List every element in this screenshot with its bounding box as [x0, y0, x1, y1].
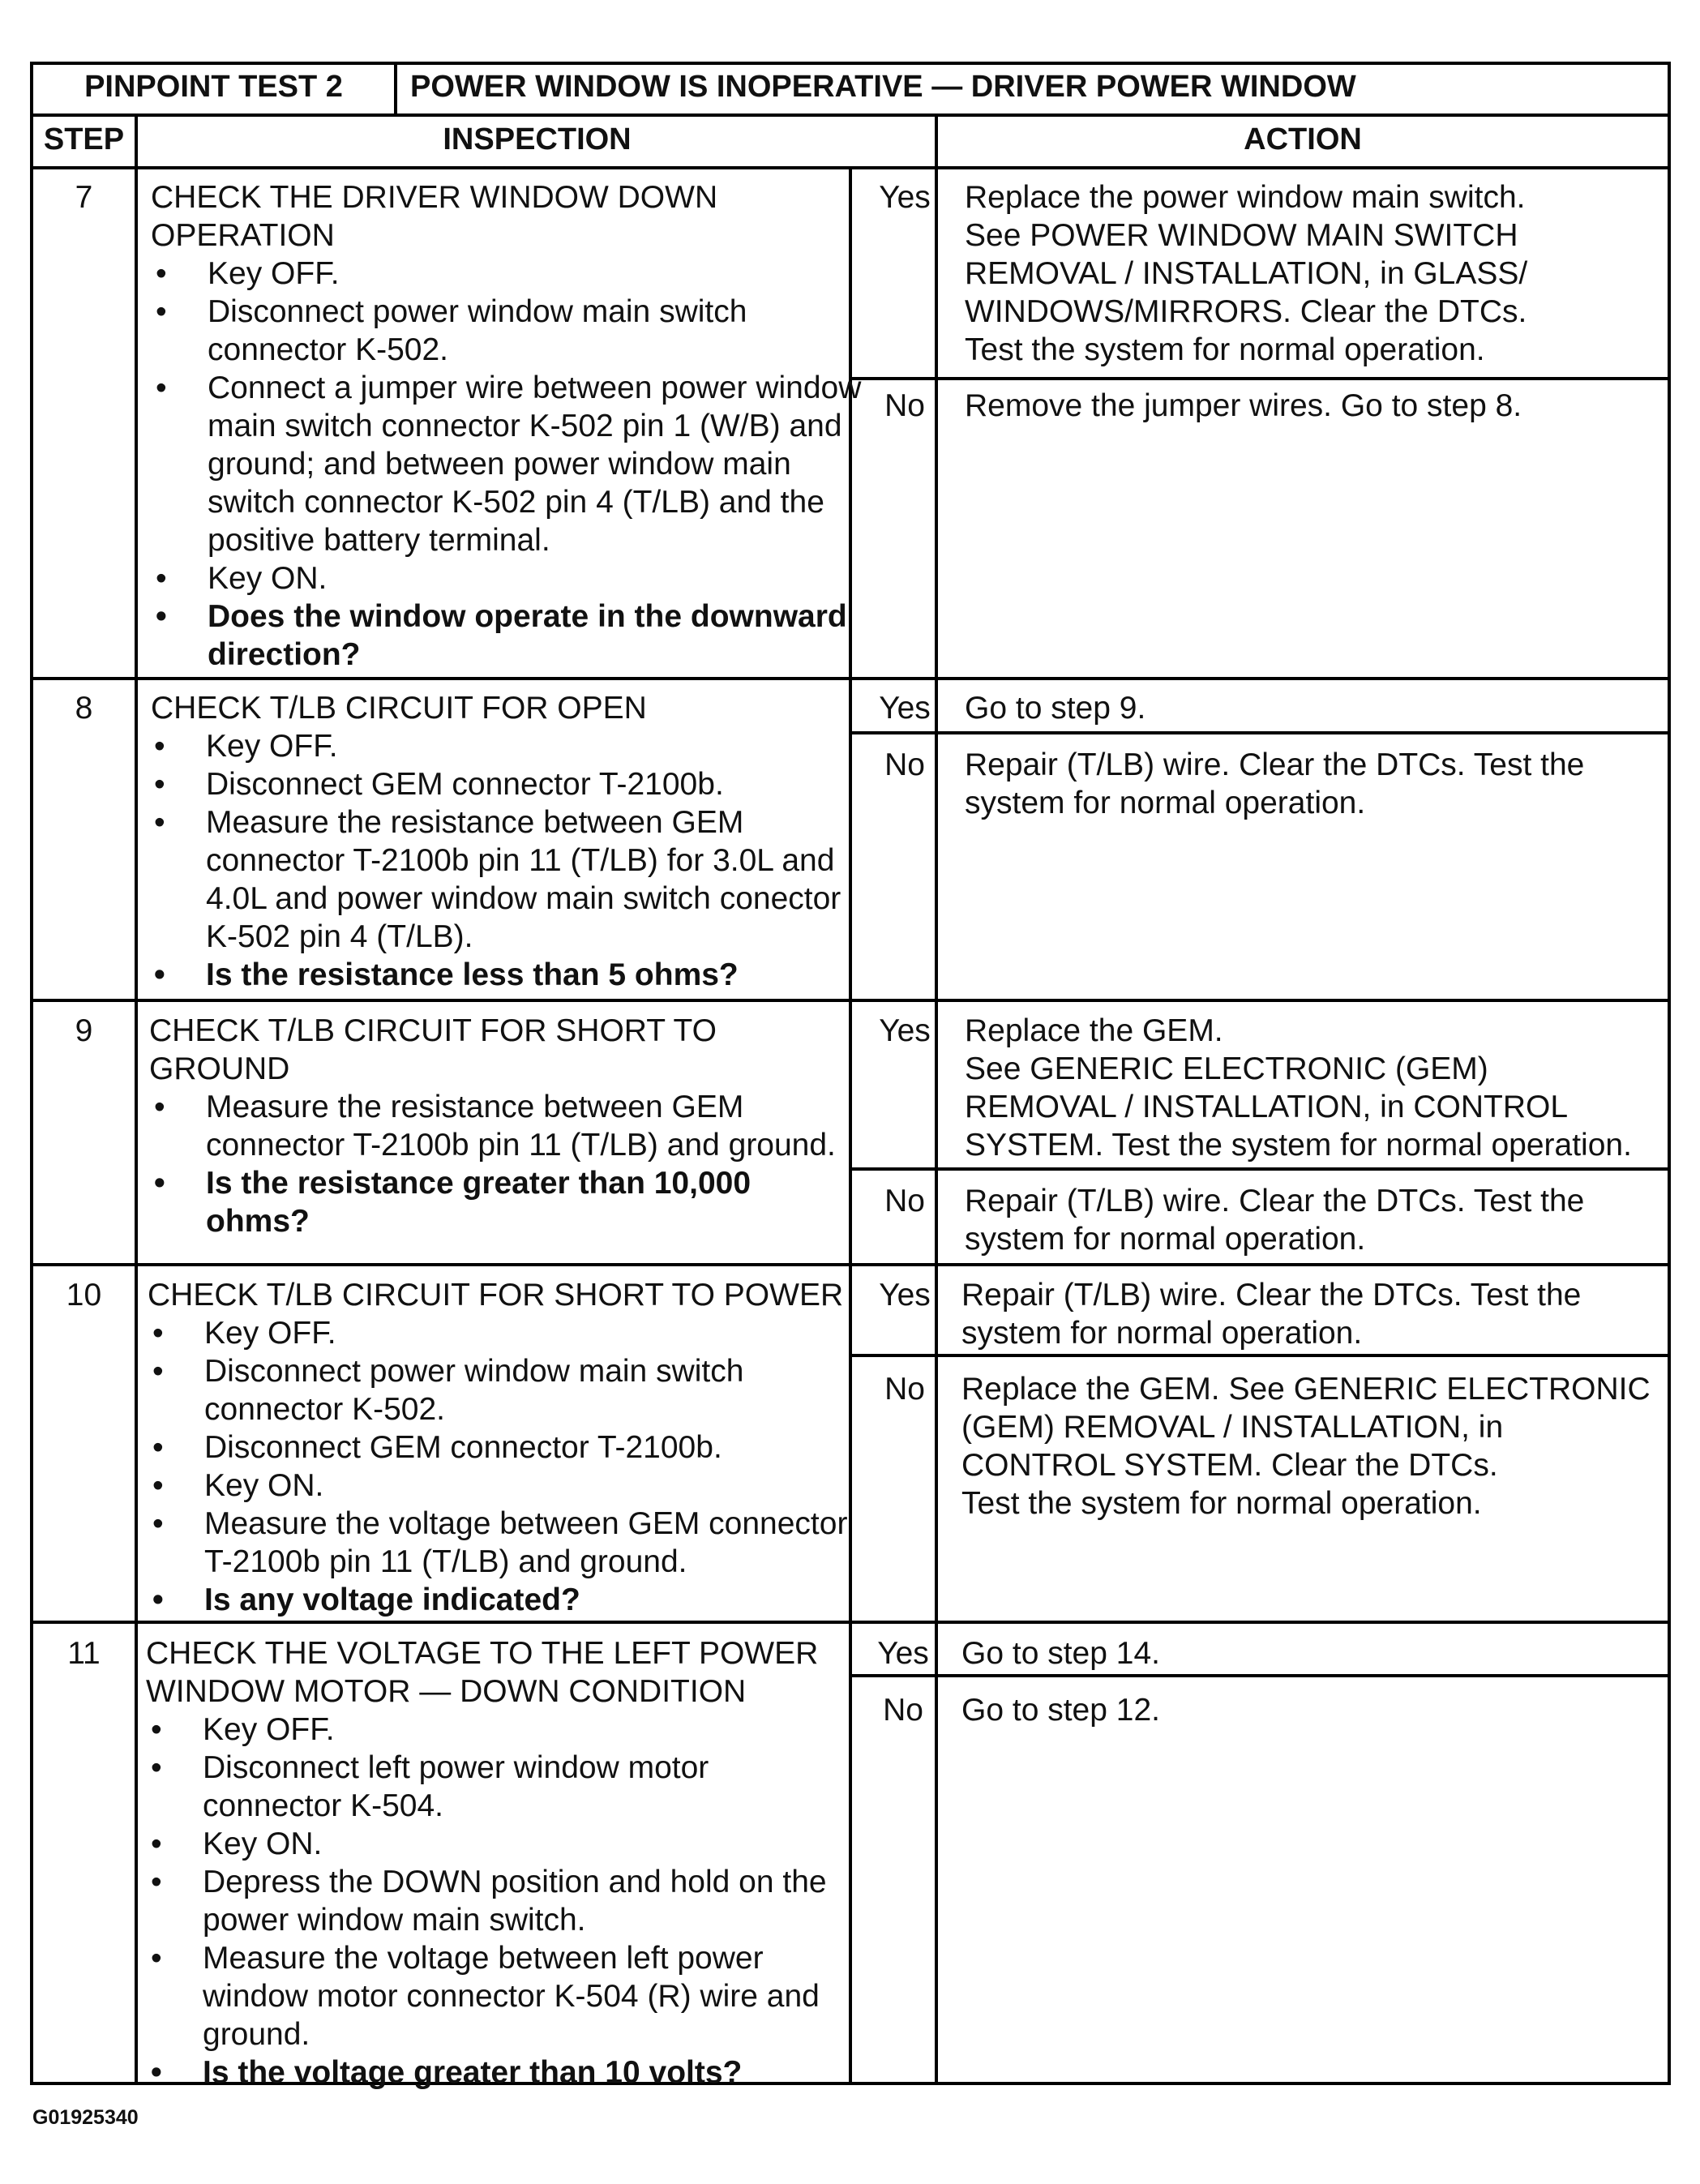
list-item: • Key ON.	[148, 1467, 861, 1505]
yes-label: Yes	[879, 691, 931, 726]
test-title: POWER WINDOW IS INOPERATIVE — DRIVER POWER WINDOW	[410, 70, 1356, 104]
list-item: • Key OFF.	[146, 1711, 859, 1749]
inspection-list	[148, 1314, 861, 1619]
figure-id: G01925340	[32, 2106, 139, 2129]
list-item: • Key OFF.	[148, 1314, 861, 1352]
list-item: • Key ON.	[146, 1825, 859, 1863]
yes-action: Replace the GEM. See GENERIC ELECTRONIC (GEM) REMOVAL / INSTALLATION, in CONTROL SYSTEM. Test the system for normal operation.	[965, 1013, 1632, 1163]
rule-step7-split	[852, 377, 1668, 380]
test-id: PINPOINT TEST 2	[84, 70, 343, 104]
inspection-question: • Is any voltage indicated?	[148, 1581, 861, 1619]
no-action: Repair (T/LB) wire. Clear the DTCs. Test the system for normal operation.	[965, 1184, 1585, 1257]
yes-label: Yes	[879, 180, 931, 215]
no-label: No	[884, 388, 925, 423]
yes-action: Go to step 14.	[961, 1636, 1160, 1671]
inspection-list	[151, 255, 864, 674]
rule-step8-split	[852, 731, 1668, 734]
yes-action: Replace the power window main switch. See POWER WINDOW MAIN SWITCH REMOVAL / INSTALLATION, in GLASS/ WINDOWS/MIRRORS. Clear the DTCs. Test the system for normal operation.	[965, 180, 1528, 367]
rule-header	[33, 113, 1668, 117]
list-item: • Key ON.	[151, 559, 864, 597]
rule-step11-split	[852, 1674, 1668, 1677]
step-title: CHECK T/LB CIRCUIT FOR OPEN	[151, 691, 647, 726]
inspection-question: • Is the voltage greater than 10 volts?	[146, 2053, 859, 2092]
list-item: • Disconnect power window main switch connector K-502.	[151, 293, 775, 369]
no-label: No	[884, 1372, 925, 1407]
col-header-step: STEP	[43, 122, 125, 156]
rule-step-col	[135, 113, 138, 2082]
list-item: • Measure the resistance between GEM connector T-2100b pin 11 (T/LB) for 3.0L and 4.0L and power window main switch conector K-502 pin 4 (T/LB).	[149, 803, 871, 956]
list-item: • Connect a jumper wire between power window main switch connector K-502 pin 1 (W/B) and ground; and between power window main switch connector K-502 pin 4 (T/LB) and the positive battery terminal.	[151, 369, 880, 559]
step-number: 8	[75, 691, 93, 726]
rule-step10-split	[852, 1354, 1668, 1357]
yes-action: Go to step 9.	[965, 691, 1146, 726]
rule-step9-split	[852, 1167, 1668, 1171]
list-item: • Depress the DOWN position and hold on the power window main switch.	[146, 1863, 867, 1939]
list-item: • Disconnect GEM connector T-2100b.	[149, 765, 863, 803]
no-label: No	[884, 1184, 925, 1218]
step-title: CHECK T/LB CIRCUIT FOR SHORT TO GROUND	[149, 1013, 717, 1086]
col-header-action: ACTION	[1244, 122, 1362, 156]
step-title: CHECK THE VOLTAGE TO THE LEFT POWER WINDOW MOTOR — DOWN CONDITION	[146, 1636, 819, 1709]
list-item: • Measure the resistance between GEM connector T-2100b pin 11 (T/LB) and ground.	[149, 1088, 879, 1164]
no-label: No	[883, 1693, 923, 1728]
inspection-question: • Does the window operate in the downward direction?	[151, 597, 880, 674]
list-item: • Key OFF.	[151, 255, 864, 293]
yes-label: Yes	[877, 1636, 929, 1671]
step-title: CHECK T/LB CIRCUIT FOR SHORT TO POWER	[148, 1278, 844, 1313]
list-item: • Disconnect power window main switch connector K-502.	[148, 1352, 772, 1428]
inspection-question: • Is the resistance less than 5 ohms?	[149, 956, 863, 994]
step-number: 10	[66, 1278, 102, 1313]
step-number: 7	[75, 180, 93, 215]
inspection-list	[149, 1088, 863, 1240]
step-number: 9	[75, 1013, 93, 1048]
no-label: No	[884, 747, 925, 782]
inspection-list	[146, 1711, 859, 2092]
yes-label: Yes	[879, 1013, 931, 1048]
inspection-question: • Is the resistance greater than 10,000 ohms?	[149, 1164, 773, 1240]
list-item: • Disconnect GEM connector T-2100b.	[148, 1428, 861, 1467]
no-action: Replace the GEM. See GENERIC ELECTRONIC (GEM) REMOVAL / INSTALLATION, in CONTROL SYSTEM. Clear the DTCs. Test the system for normal operation.	[961, 1372, 1651, 1521]
no-action: Remove the jumper wires. Go to step 8.	[965, 388, 1522, 423]
col-header-inspection: INSPECTION	[443, 122, 632, 156]
list-item: • Measure the voltage between GEM connector T-2100b pin 11 (T/LB) and ground.	[148, 1505, 877, 1581]
yes-action: Repair (T/LB) wire. Clear the DTCs. Test the system for normal operation.	[961, 1278, 1582, 1351]
yes-label: Yes	[879, 1278, 931, 1313]
list-item: • Disconnect left power window motor connector K-504.	[146, 1749, 770, 1825]
inspection-list	[149, 727, 863, 994]
no-action: Repair (T/LB) wire. Clear the DTCs. Test the system for normal operation.	[965, 747, 1585, 820]
step-title: CHECK THE DRIVER WINDOW DOWN OPERATION	[151, 180, 718, 253]
list-item: • Key OFF.	[149, 727, 863, 765]
no-action: Go to step 12.	[961, 1693, 1160, 1728]
list-item: • Measure the voltage between left power window motor connector K-504 (R) wire and ground.	[146, 1939, 851, 2053]
step-number: 11	[67, 1636, 101, 1671]
